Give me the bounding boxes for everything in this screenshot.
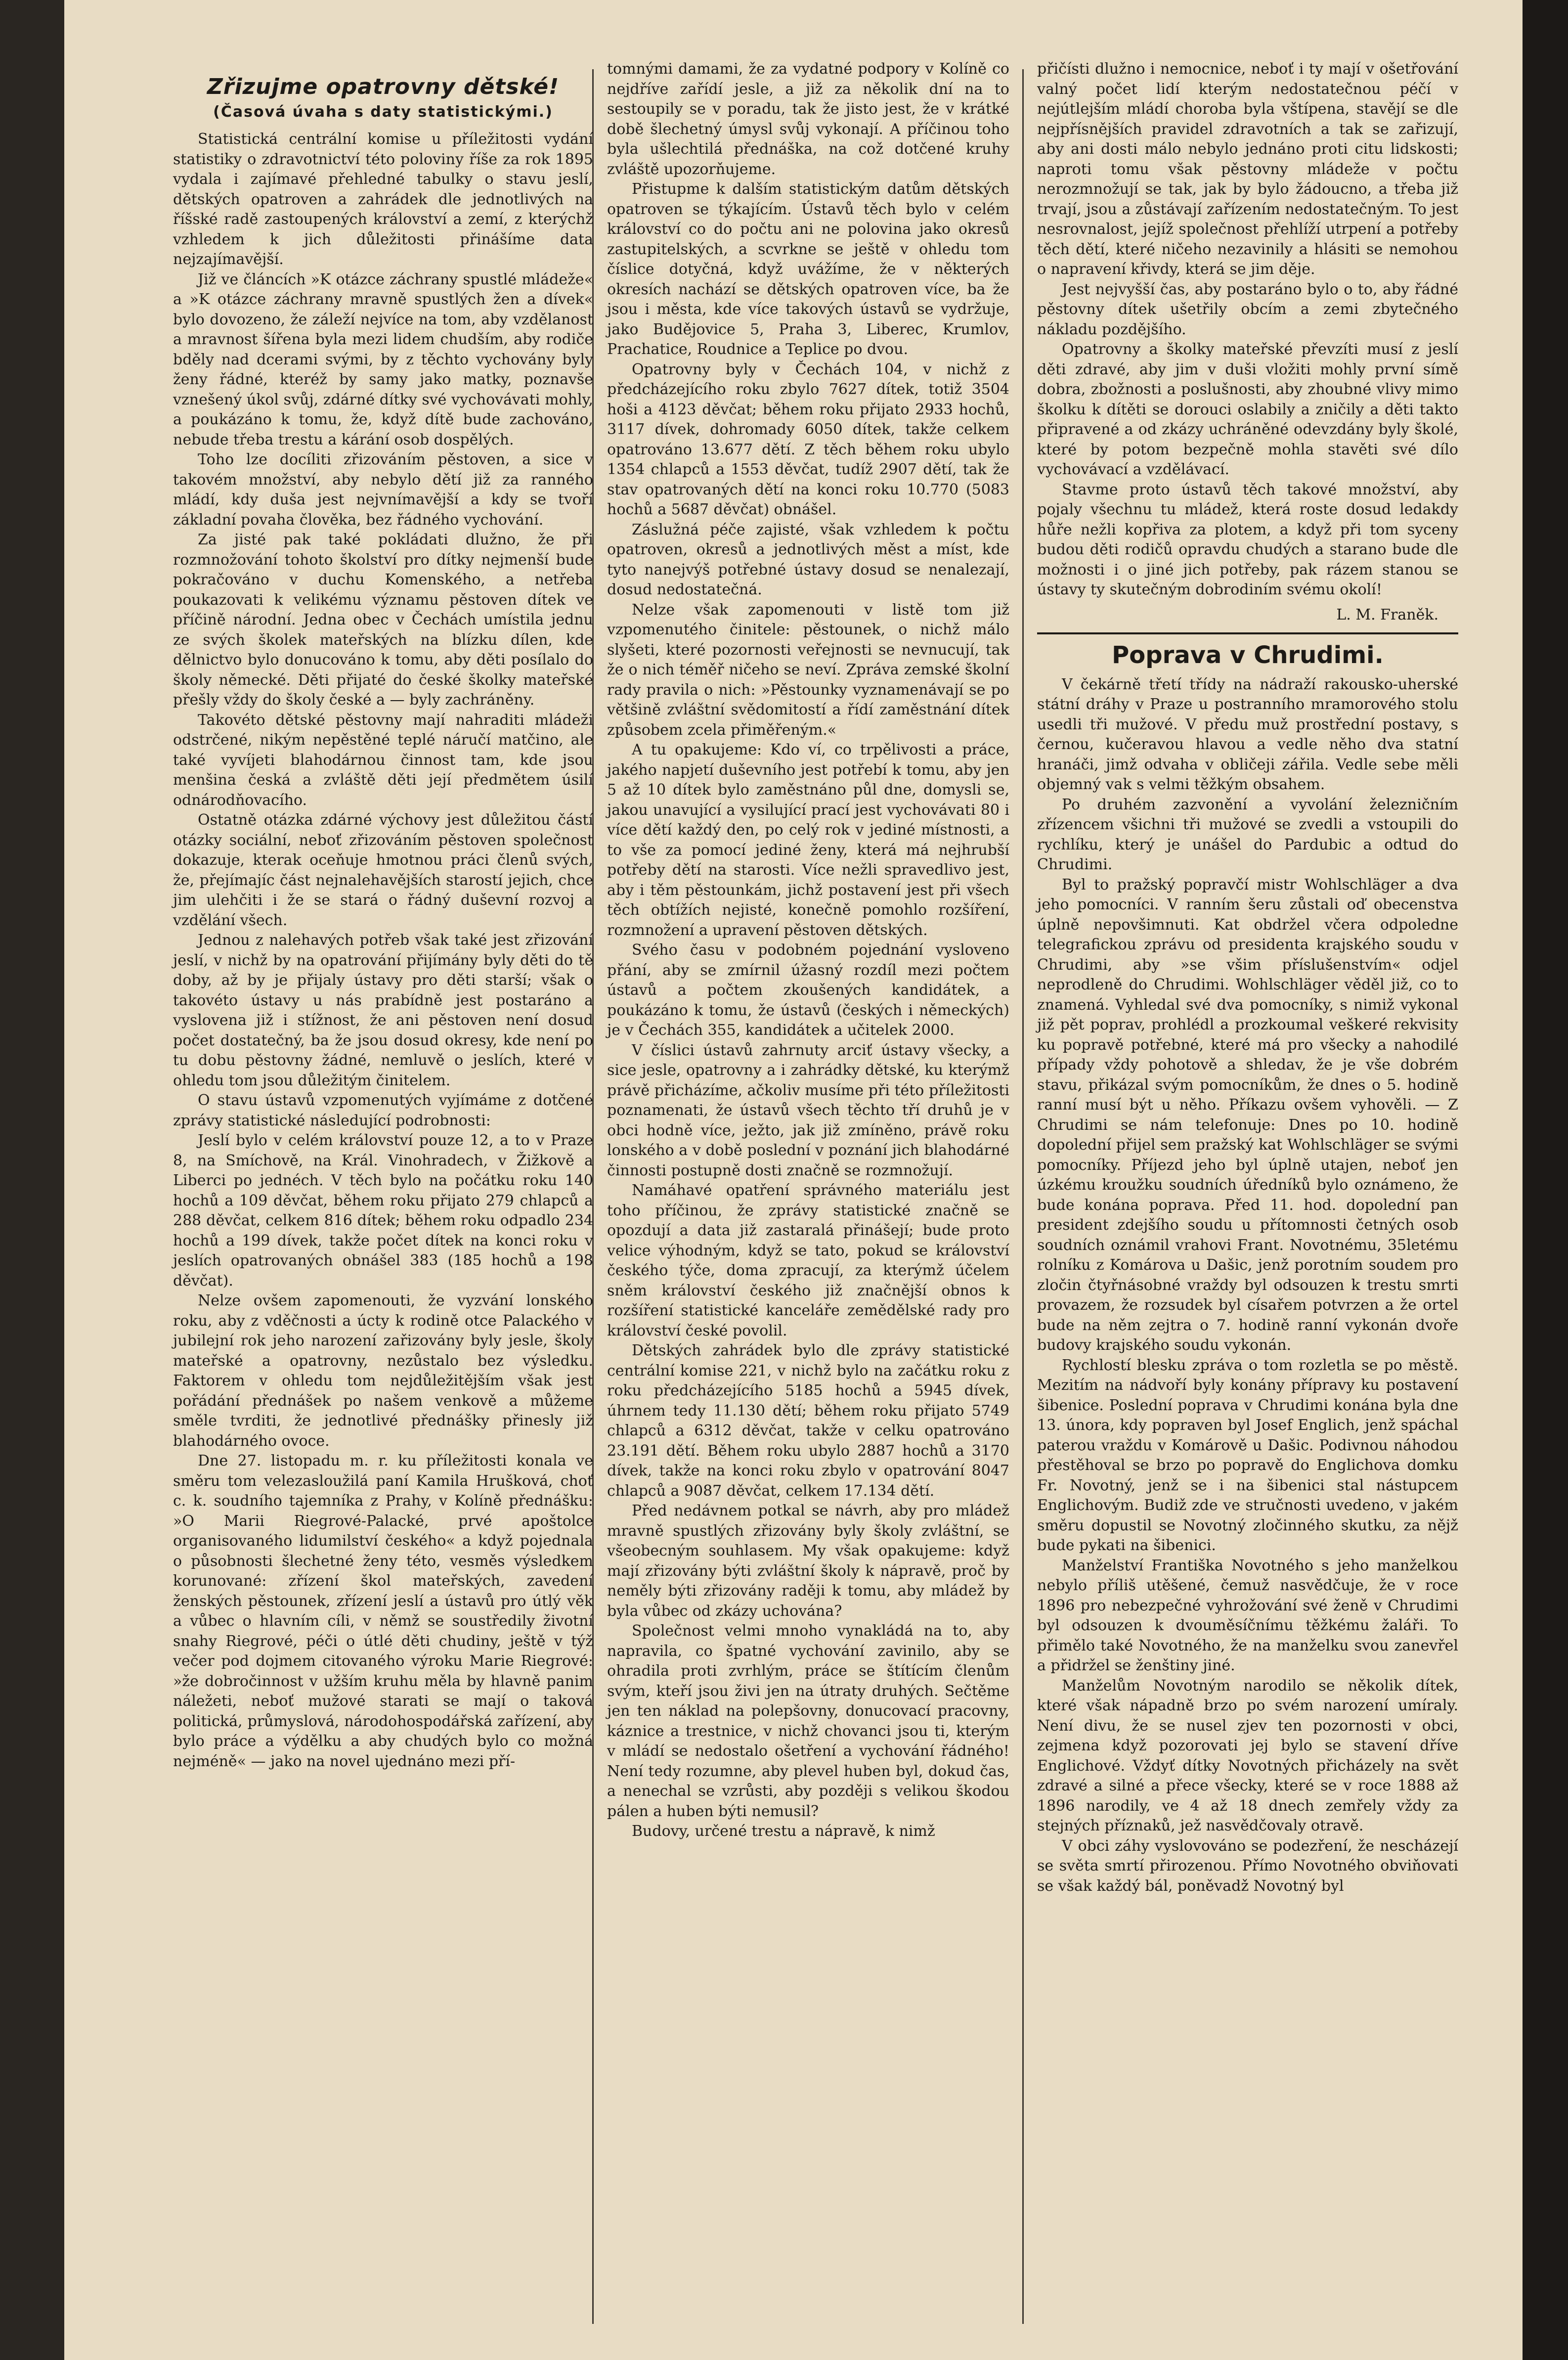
paragraph: Namáhavé opatření správného materiálu jest toho příčinou, že zprávy statistické značně se opozdují a data již zastaralá přinášejí; bude proto velice výhodným, když se tato, pokud se království českého týče, doma zpracují, za kterýmž účelem sněm království českého již značnější obnos k rozšíření statistické kanceláře zemědělské rady pro království české povolil. [607,1182,1009,1339]
paragraph: Byl to pražský popravčí mistr Wohlschläger a dva jeho pomocníci. V ranním šeru zůstali oď obecenstva úplně nepovšimnuti. Kat obdržel včera odpoledne telegrafickou zprávu od presidenta krajského soudu v Chrudimi, aby »se všim příslušenstvím« odjel neprodleně do Chrudimi. Wohlschläger věděl již, co to znamená. Vyhledal své dva pomocníky, s nimiž vykonal již pět poprav, prohlédl a prozkoumal veškeré rekvisity ku popravě potřebné, které má pro všecky a nahodilé případy vždy pohotově a shledav, že je vše dobrém stavu, přikázal svým pomocníkům, že dnes o 5. hodině ranní musí být u něho. Příkazu ovšem vyhověli. — Z Chrudimi se nám telefonuje: Dnes po 10. hodině dopolední přijel sem pražský kat Wohlschläger se svými pomocníky. Příjezd jeho byl úplně utajen, neboť jen úzkému kroužku soudních úředníků bylo oznámeno, že bude konána poprava. Před 11. hod. dopolední pan president zdejšího soudu u přítomnosti četných osob soudních oznámil vrahovi Frant. Novotnému, 35letému rolníku z Komárova u Dašic, jenž porotním soudem pro zločin čtyřnásobné vraždy byl odsouzen k trestu smrti provazem, že rozsudek byl císařem potvrzen a že ortel bude na něm zejtra o 7. hodině ranní vykonán dvoře budovy krajského soudu vykonán. [1037,876,1458,1354]
paragraph: O stavu ústavů vzpomenutých vyjímáme z dotčené zprávy statistické následující podrobnosti: [173,1092,593,1129]
paragraph: Statistická centrální komise u příležitosti vydání statistiky o zdravotnictví této poloviny říše za rok 1895 vydala i zajímavé přehledné tabulky o stavu jeslí, dětských opatroven a zahrádek dle jednotlivých na říšské radě zastoupených království a zemí, z kterýchž vzhledem k jich důležitosti přinášíme data nejzajímavější. [173,131,593,268]
author-signature: L. M. Franěk. [1336,606,1438,623]
paragraph: Nelze však zapomenouti v listě tom již vzpomenutého činitele: pěstounek, o nichž málo slyšeti, které pozornosti veřejnosti se nevnucují, tak že o nich téměř ničeho se neví. Zpráva zemské školní rady pravila o nich: »Pěstounky vyznamenávají se po většině zvláštní svědomitostí a řídí zaměstnání dítek způsobem zcela přiměřeným.« [607,601,1009,739]
newspaper-page [64,0,1523,2360]
paragraph: Za jisté pak také pokládati dlužno, že při rozmnožování tohoto školství pro dítky nejmenší bude pokračováno v duchu Komenského, a netřeba poukazovati k velikému významu pěstoven dítek ve příčině národní. Jedna obec v Čechách umístila jednu ze svých školek mateřských na blízku dílen, kde dělnictvo bylo donucováno k tomu, aby děti posílalo do školy německé. Děti přijaté do české školky mateřské přešly vždy do školy české a — byly zachráněny. [173,531,593,709]
paragraph: Toho lze docíliti zřizováním pěstoven, a sice v takovém množství, aby nebylo dětí již za ranného mládí, kdy duša jest nejvnímavější a kdy se tvoří základní povaha člověka, bez řádného vychování. [173,451,593,529]
column-3 [1023,59,1458,1896]
article-title: Zřizujme opatrovny dětské! [207,74,560,99]
paragraph: Již ve článcích »K otázce záchrany spustlé mládeže« a »K otázce záchrany mravně spustlých žen a dívek« bylo dovozeno, že záleží nejvíce na tom, aby vzdělanost a mravnost šířena byla mezi lidem chudším, aby rodiče bděly nad dcerami svými, by z těchto vychovány byly ženy řádné, kteréž by samy jako matky, poznavše vznešený úkol svůj, zdárné dítky své vychovávati mohly, a poukázáno k tomu, že, když dítě bude zachováno, nebude třeba trestu a kárání osob dospělých. [173,270,593,448]
article-title: Poprava v Chrudimi. [1037,632,1458,669]
paragraph: V číslici ústavů zahrnuty arciť ústavy všecky, a sice jesle, opatrovny a i zahrádky dětské, ku kterýmž právě přicházíme, ačkoliv musíme při této příležitosti poznamenati, že ústavů všech těchto tří druhů je v obci hodně více, ježto, jak již zmíněno, právě roku lonského a v době poslední v poznání jich blahodárné činnosti postupně dosti značně se rozmnožují. [607,1041,1009,1179]
paragraph: Ostatně otázka zdárné výchovy jest důležitou částí otázky sociální, neboť zřizováním pěstoven společnost dokazuje, kterak oceňuje hmotnou práci členů svých, že, přejímajíc část nejnalehavějších starostí jejich, chce jim ulehčiti i že se stará o řádný duševní rozvoj a vzdělání všech. [173,811,593,929]
paragraph: Jeslí bylo v celém království pouze 12, a to v Praze 8, na Smíchově, na Král. Vinohradech, v Žižkově a Liberci po jednéch. V těch bylo na počátku roku 140 hochů a 109 děvčat, během roku přijato 279 chlapců a 288 děvčat, celkem 816 dítek; během roku odpadlo 234 hochů a 199 dívek, takže počet dítek na konci roku v jeslích opatrovaných obnášel 383 (185 hochů a 198 děvčat). [173,1132,593,1290]
paragraph: Manželství Františka Novotného s jeho manželkou nebylo příliš utěšené, čemuž nasvědčuje, že v roce 1896 pro nebezpečné vyhrožování své ženě v Chrudimi byl odsouzen k dvouměsíčnímu těžkému žaláři. To přimělo také Novotného, že na manželku svou zanevřel a přidržel se ženštiny jiné. [1037,1557,1458,1674]
paragraph: Přistupme k dalším statistickým datům dětských opatroven se týkajícím. Ústavů těch bylo v celém království co do počtu ani ne polovina jako okresů zastupitelských, a scvrkne se ještě v ohledu tom číslice dotyčná, když uvážíme, že v některých okresích nachází se dětských opatroven více, ba že jsou i města, kde více takových ústavů se vydržuje, jako Budějovice 5, Praha 3, Liberec, Krumlov, Prachatice, Roudnice a Teplice po dvou. [607,180,1009,358]
paragraph: Budovy, určené trestu a nápravě, k nimž [632,1823,935,1840]
paragraph: tomnými damami, že za vydatné podpory v Kolíně co nejdříve zařídí jesle, a již za několik dní na to sestoupily se v poradu, tak že jisto jest, že v krátké době šlechetný úmysl svůj vykonají. A příčinou toho byla ušlechtilá přednáška, na což dotčené kruhy zvláště upozorňujeme. [607,60,1009,178]
paragraph: přičísti dlužno i nemocnice, neboť i ty mají v ošetřování valný počet lidí kterým nedostatečnou péčí v nejútlejším mládí choroba byla vštípena, stavějí se dle nejpřísnějších pravidel zdravotních a tak se zařizují, aby ani dosti málo nebylo jednáno proti citu lidskosti; naproti tomu však pěstovny mládeže v počtu nerozmnožují se tak, jak by bylo žádoucno, a třeba již trvají, jsou a zůstávají zařízením nedostatečným. To jest nesrovnalost, jejíž společnost přehlíží utrpení a potřeby těch dětí, které ničeho nezavinily a hlásiti se nemohou o napravení křivdy, která se jim děje. [1037,60,1458,278]
paragraph: A tu opakujeme: Kdo ví, co trpělivosti a práce, jakého napjetí duševního jest potřebí k tomu, aby jen 5 až 10 dítek bylo zaměstnáno půl dne, domysli se, jakou unavující a vysilující prací jest vychovávati 80 i více dětí každý den, po celý rok v jediné místnosti, a to vše za pomocí jediné ženy, která má nejhrubší potřeby dětí na starosti. Více nežli spravedlivo jest, aby i těm pěstounkám, jichž postavení jest při všech těch obtížích nejisté, konečně pomohlo rozšíření, rozmnožení a upravení pěstoven dětských. [607,741,1009,939]
paragraph: Jednou z nalehavých potřeb však také jest zřizování jeslí, v nichž by na opatrování přijímány byly děti do tě doby, až by je přijaly ústavy pro děti starší; však o takovéto ústavy u nás prabídně jest postaráno a vyslovena již i stížnost, že ani pěstoven není dosud počet dostatečný, ba že jsou dosud okresy, kde není po tu dobu pěstovny žádné, nemluvě o jeslích, které v ohledu tom jsou důležitým činitelem. [173,932,593,1089]
paragraph: Nelze ovšem zapomenouti, že vyzvání lonského roku, aby z vděčnosti a úcty k rodině otce Palackého v jubilejní rok jeho narození zařizovány byly jesle, školy mateřské a opatrovny, nezůstalo bez výsledku. Faktorem v ohledu tom nejdůležitějším však jest pořádání přednášek po našem venkově a můžeme směle tvrditi, že jednotlivé přednášky přinesly již blahodárného ovoce. [173,1292,593,1450]
paragraph: Takovéto dětské pěstovny mají nahraditi mládeži odstrčené, nikým nepěstěné teplé náručí matčino, ale také vyvíjeti blahodárnou činnost tam, kde jsou menšina česká a zvláště děti její předmětem úsilí odnárodňovacího. [173,711,593,809]
article-subtitle: (Časová úvaha s daty statistickými.) [213,103,553,121]
paragraph: Jest nejvyšší čas, aby postaráno bylo o to, aby řádné pěstovny dítek ušetřily obcím a zemi zbytečného nákladu pozdějšího. [1037,280,1458,338]
paragraph: V obci záhy vyslovováno se podezření, že nescházejí se světa smrtí přirozenou. Přímo Novotného obviňovati se však každý bál, poněvadž Novotný byl [1037,1837,1458,1895]
paragraph: Manželům Novotným narodilo se několik dítek, které však nápadně brzo po svém narození umíraly. Není divu, že se nusel zjev ten pozornosti v obci, zejmena když pozorovati jej bylo se stavení dříve Englichové. Vždyť dítky Novotných přicházely na svět zdravé a silné a přece všecky, které se v roce 1888 až 1896 narodily, ve 4 až 18 dnech zemřely vždy za stejných příznaků, jež nasvědčovaly otravě. [1037,1677,1458,1834]
paragraph: Opatrovny a školky mateřské převzíti musí z jeslí děti zdravé, aby jim v duši vložiti mohly první símě dobra, zbožnosti a poslušnosti, aby zhoubné vlivy mimo školku k dítěti se dorouci oslabily a zničily a děti takto připravené a od zkázy uchráněné odevzdány byly školé, které by potom bezpečně mohla stavěti své dílo vychovávací a vzdělávací. [1037,341,1458,478]
paragraph: Stavme proto ústavů těch takové množství, aby pojaly všechnu tu mládež, která roste dosud ledakdy hůře nežli kopřiva za plotem, a když při tom syceny budou děti rodičů opravdu chudých a starano bude dle možnosti i o jiné jich potřeby, pak rázem stanou se ústavy ty skutečným dobrodiním svému okolí! [1037,481,1458,598]
column-1 [173,59,593,1772]
paragraph: V čekárně třetí třídy na nádraží rakousko-uherské státní dráhy v Praze u postranního mramorového stolu usedli tři mužové. V předu muž prostřední postavy, s černou, kučeravou hlavou a vedle něho dva statní hranáči, jimž odvaha v obličeji zářila. Vedle sebe měli objemný vak s velmi těžkým obsahem. [1037,675,1458,793]
paragraph: Rychlostí blesku zpráva o tom rozletla se po městě. Mezitím na nádvoří byly konány přípravy ku postavení šibenice. Poslední poprava v Chrudimi konána byla dne 13. února, kdy popraven byl Josef Englich, jenž spáchal paterou vraždu v Komárově u Dašic. Podivnou náhodou přestěhoval se brzo po popravě do Englichova domku Fr. Novotný, jenž se i na šibenici stal nástupcem Englichovým. Budiž zde ve stručnosti uvedeno, v jakém směru dopustil se Novotný zločinného skutku, za nějž bude pykati na šibenici. [1037,1356,1458,1554]
paragraph: Společnost velmi mnoho vynakládá na to, aby napravila, co špatné vychování zavinilo, aby se ohradila proti zvrhlým, práce se štítícím členům svým, kteří jsou živi jen na útraty druhých. Sečtěme jen ten náklad na polepšovny, donucovací pracovny, káznice a trestnice, v nichž chovanci jsou ti, kterým v mládí se nedostalo ošetření a vychování řádného! Není tedy rozumne, aby plevel huben byl, dokud čas, a nenechal se vzrůsti, aby později s velikou škodou pálen a huben býti nemusil? [607,1622,1009,1820]
paragraph: Dne 27. listopadu m. r. ku příležitosti konala ve směru tom velezasloužilá paní Kamila Hrušková, choť c. k. soudního tajemníka z Prahy, v Kolíně přednášku: »O Marii Riegrové-Palacké, prvé apoštolce organisovaného lidumilství českého« a když pojednala o působnosti šlechetné ženy této, vesměs výsledkem korunované: zřízení škol mateřských, zavedení ženských pěstounek, zřízení jeslí a ústavů pro útlý věk a vůbec o hlavním cíli, v němž se soustředily životní snahy Riegrové, péči o útlé děti chudiny, ještě v týž večer pod dojmem citovaného výroku Marie Riegrové: »že dobročinnost v užším kruhu měla by hlavně panim náležeti, neboť mužové starati se mají o taková politická, průmyslová, národohospodářská zařízení, aby bylo práce a výdělku a aby chudých bylo co možná nejméně« — jako na novel ujednáno mezi pří- [173,1452,593,1770]
paragraph: Opatrovny byly v Čechách 104, v nichž z předcházejícího roku zbylo 7627 dítek, totiž 3504 hoši a 4123 děvčat; během roku přijato 2933 hochů, 3117 dívek, dohromady 6050 dítek, takže celkem opatrováno 13.677 dětí. Z těch během roku ubylo 1354 chlapců a 1553 děvčat, tudíž 2907 dětí, tak že stav opatrovaných dětí na konci roku 10.770 (5083 hochů a 5687 děvčat) obnášel. [607,360,1009,518]
scan-edge [1523,0,1568,2360]
paragraph: Před nedávnem potkal se návrh, aby pro mládež mravně spustlých zřizovány byly školy zvláštní, se všeobecným souhlasem. My však opakujeme: když mají zřizovány býti zvláštní školy k nápravě, proč by neměly býti zřizovány raději k tomu, aby mládež by byla vůbec od zkázy uchována? [607,1502,1009,1620]
paragraph: Svého času v podobném pojednání vysloveno přání, aby se zmírnil úžasný rozdíl mezi počtem ústavů a počtem zkoušených kandidátek, a poukázáno k tomu, že ústavů (českých i německých) je v Čechách 355, kandidátek a učitelek 2000. [607,941,1009,1039]
column-2 [593,59,1023,1842]
paragraph: Záslužná péče zajisté, však vzhledem k počtu opatroven, okresů a jednotlivých měst a míst, kde tyto nanejvýš potřebné ústavy dosud se nenalezají, dosud nedostatečná. [607,521,1009,598]
paragraph: Po druhém zazvonění a vyvolání železničním zřízencem všichni tři mužové se zvedli a vstoupili do rychlíku, který je unášel do Pardubic a odtud do Chrudimi. [1037,796,1458,873]
paragraph: Dětských zahrádek bylo dle zprávy statistické centrální komise 221, v nichž bylo na začátku roku z roku předcházejícího 5185 hochů a 5945 dívek, úhrnem tedy 11.130 dětí; během roku přijato 5749 chlapců a 6312 děvčat, takže v celku opatrováno 23.191 dětí. Během roku ubylo 2887 hochů a 3170 dívek, takže na konci roku zbylo v opatrování 8047 chlapců a 9087 děvčat, celkem 17.134 dětí. [607,1342,1009,1500]
